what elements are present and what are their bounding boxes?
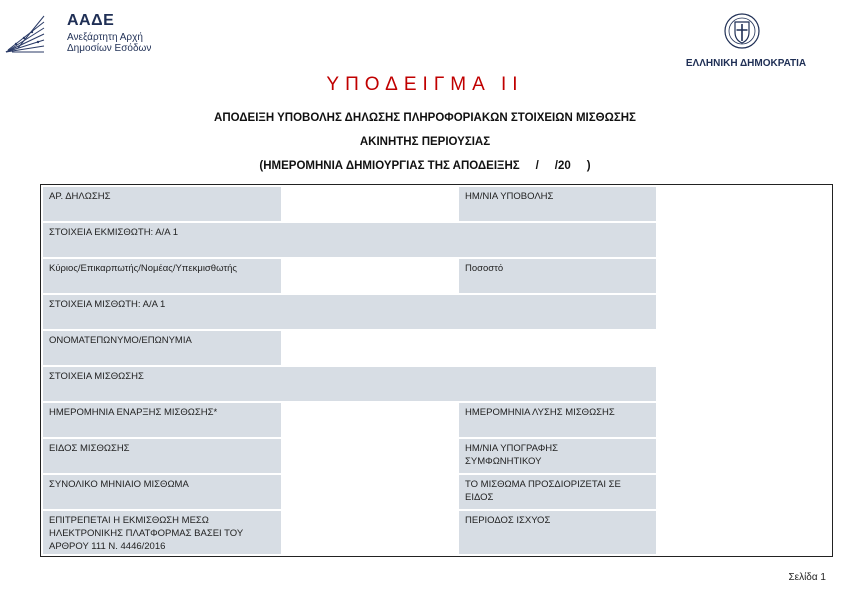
- page-number: Σελίδα 1: [788, 572, 826, 583]
- percentage-label: Ποσοστό: [459, 259, 656, 293]
- validity-period-label: ΠΕΡΙΟΔΟΣ ΙΣΧΥΟΣ: [459, 511, 656, 554]
- rent-in-kind-line-1: ΤΟ ΜΙΣΘΩΜΑ ΠΡΟΣΔΙΟΡΙΖΕΤΑΙ ΣΕ: [465, 479, 621, 490]
- receipt-form: [40, 184, 833, 557]
- aade-logo: [4, 12, 164, 56]
- tenant-info-label: ΣΤΟΙΧΕΙΑ ΜΙΣΘΩΤΗ: Α/Α 1: [43, 295, 656, 329]
- platform-line-2: ΗΛΕΚΤΡΟΝΙΚΗΣ ΠΛΑΤΦΟΡΜΑΣ ΒΑΣΕΙ ΤΟΥ: [49, 528, 244, 539]
- lease-info-label: ΣΤΟΙΧΕΙΑ ΜΙΣΘΩΣΗΣ: [43, 367, 656, 401]
- monthly-rent-label: ΣΥΝΟΛΙΚΟ ΜΗΝΙΑΙΟ ΜΙΣΘΩΜΑ: [43, 475, 281, 509]
- declaration-number-label: ΑΡ. ΔΗΛΩΣΗΣ: [43, 187, 281, 221]
- republic-label: ΕΛΛΗΝΙΚΗ ΔΗΜΟΚΡΑΤΙΑ: [685, 58, 807, 69]
- platform-line-3: ΑΡΘΡΟΥ 111 Ν. 4446/2016: [49, 541, 166, 552]
- rent-in-kind-line-2: ΕΙΔΟΣ: [465, 492, 494, 503]
- document-title: ΥΠΟΔΕΙΓΜΑ ΙΙ: [326, 74, 524, 95]
- lease-end-label: ΗΜΕΡΟΜΗΝΙΑ ΛΥΣΗΣ ΜΙΣΘΩΣΗΣ: [459, 403, 656, 437]
- platform-line-1: ΕΠΙΤΡΕΠΕΤΑΙ Η ΕΚΜΙΣΘΩΣΗ ΜΕΣΩ: [49, 515, 209, 526]
- agency-subtitle-2: Δημοσίων Εσόδων: [67, 43, 152, 54]
- platform-rental-label: [43, 511, 281, 554]
- document-creation-date: (ΗΜΕΡΟΜΗΝΙΑ ΔΗΜΙΟΥΡΓΙΑΣ ΤΗΣ ΑΠΟΔΕΙΞΗΣ / /20 ): [259, 160, 591, 172]
- agency-name: ΑΑΔΕ: [67, 12, 115, 29]
- rent-in-kind-label: [459, 475, 656, 509]
- submission-date-label: ΗΜ/ΝΙΑ ΥΠΟΒΟΛΗΣ: [459, 187, 656, 221]
- coat-of-arms-icon: [724, 12, 760, 50]
- document-subtitle-1: ΑΠΟΔΕΙΞΗ ΥΠΟΒΟΛΗΣ ΔΗΛΩΣΗΣ ΠΛΗΡΟΦΟΡΙΑΚΩΝ ΣΤΟΙΧΕΙΩΝ ΜΙΣΘΩΣΗΣ: [214, 112, 636, 124]
- ownership-type-label: Κύριος/Επικαρπωτής/Νομέας/Υπεκμισθωτής: [43, 259, 281, 293]
- lease-type-label: ΕΙΔΟΣ ΜΙΣΘΩΣΗΣ: [43, 439, 281, 473]
- landlord-info-label: ΣΤΟΙΧΕΙΑ ΕΚΜΙΣΘΩΤΗ: Α/Α 1: [43, 223, 656, 257]
- agency-subtitle-1: Ανεξάρτητη Αρχή: [67, 32, 143, 43]
- signature-date-line-2: ΣΥΜΦΩΝΗΤΙΚΟΥ: [465, 456, 542, 467]
- signature-date-label: [459, 439, 656, 473]
- aade-logo-icon: [4, 14, 46, 54]
- lease-start-label: ΗΜΕΡΟΜΗΝΙΑ ΕΝΑΡΞΗΣ ΜΙΣΘΩΣΗΣ*: [43, 403, 281, 437]
- full-name-label: ΟΝΟΜΑΤΕΠΩΝΥΜΟ/ΕΠΩΝΥΜΙΑ: [43, 331, 281, 365]
- document-subtitle-2: ΑΚΙΝΗΤΗΣ ΠΕΡΙΟΥΣΙΑΣ: [359, 136, 491, 148]
- signature-date-line-1: ΗΜ/ΝΙΑ ΥΠΟΓΡΑΦΗΣ: [465, 443, 559, 454]
